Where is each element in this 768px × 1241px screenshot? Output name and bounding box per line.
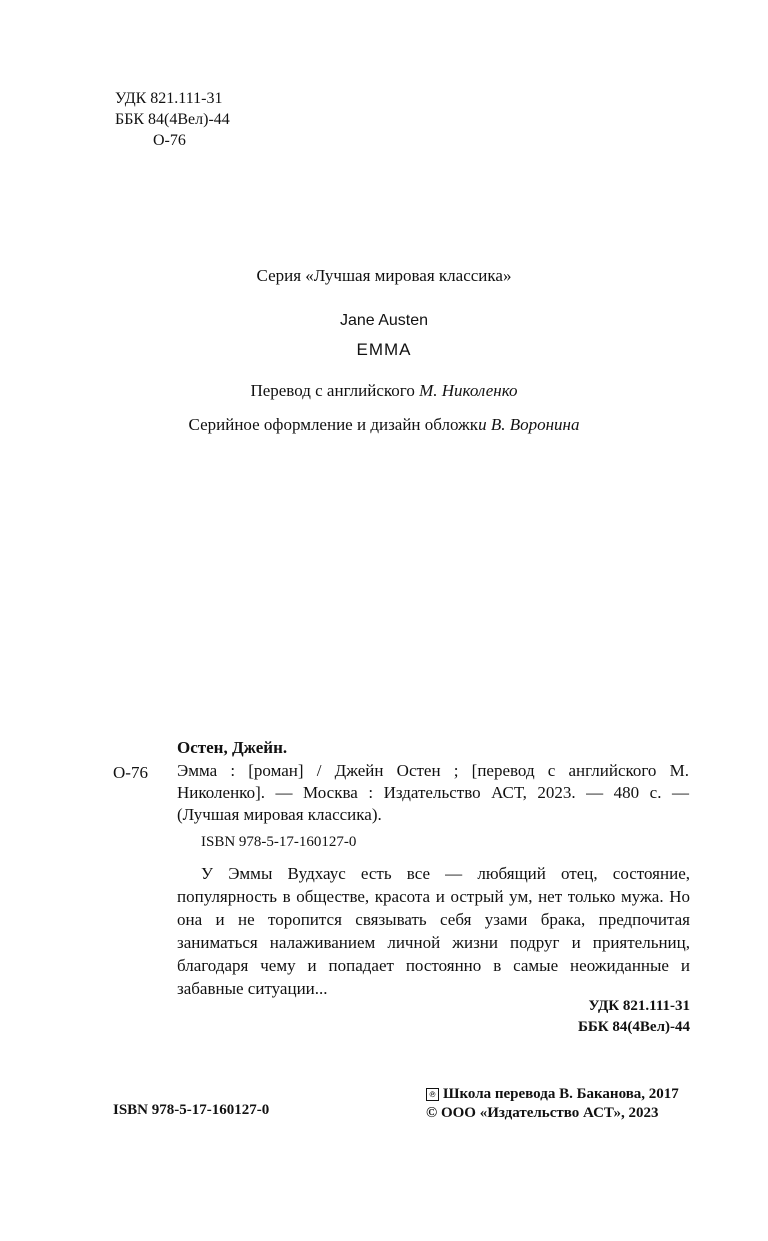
annotation (177, 862, 690, 1000)
udk-code: УДК 821.111-31 (115, 90, 223, 107)
series-line: Серия «Лучшая мировая классика» (256, 266, 512, 285)
annotation-text: У Эммы Вудхаус есть все — любящий отец, состояние, популярность в обществе, красота и острый ум, нет только мужа. Но она и не торопится связывать себя узами брака, предпочитая заниматься налаживанием личной жизни подруг и приятельниц, благодаря чему и попадает постоянно в самые неожиданные и забавные ситуации... (177, 864, 690, 998)
bbk-code: ББК 84(4Вел)-44 (115, 111, 230, 128)
designer-name: и В. Воронина (478, 415, 580, 434)
translation-prefix: Перевод с английского (250, 381, 420, 400)
biblio-code: О-76 (113, 763, 148, 782)
bbk-bottom: ББК 84(4Вел)-44 (577, 1019, 690, 1035)
biblio-author: Остен, Джейн. (177, 738, 288, 757)
catalog-codes (115, 88, 230, 151)
udk-bottom: УДК 821.111-31 (588, 998, 690, 1014)
biblio-description: Эмма : [роман] / Джейн Остен ; [перевод с английского М. Николенко]. — Москва : Издательство АСТ, 2023. — 480 с. — (Лучшая мировая классика). (177, 761, 689, 824)
copyright-mark-icon: ℗ (426, 1088, 439, 1101)
copyright-translation: Школа перевода В. Баканова, 2017 (443, 1086, 679, 1102)
copyright-block (426, 1085, 679, 1123)
translator-name: М. Николенко (419, 381, 518, 400)
copyright-line-1 (426, 1085, 679, 1104)
isbn-bottom: ISBN 978-5-17-160127-0 (113, 1102, 270, 1118)
title-original: EMMA (356, 340, 412, 359)
design-credit (0, 415, 768, 435)
copyright-line-2: © ООО «Издательство АСТ», 2023 (426, 1105, 659, 1121)
classification-bottom (490, 996, 690, 1038)
biblio-isbn: ISBN 978-5-17-160127-0 (201, 834, 357, 850)
author-original: Jane Austen (339, 312, 429, 329)
author-mark: О-76 (153, 132, 186, 149)
design-prefix: Серийное оформление и дизайн обложк (188, 415, 479, 434)
translation-credit (0, 381, 768, 401)
